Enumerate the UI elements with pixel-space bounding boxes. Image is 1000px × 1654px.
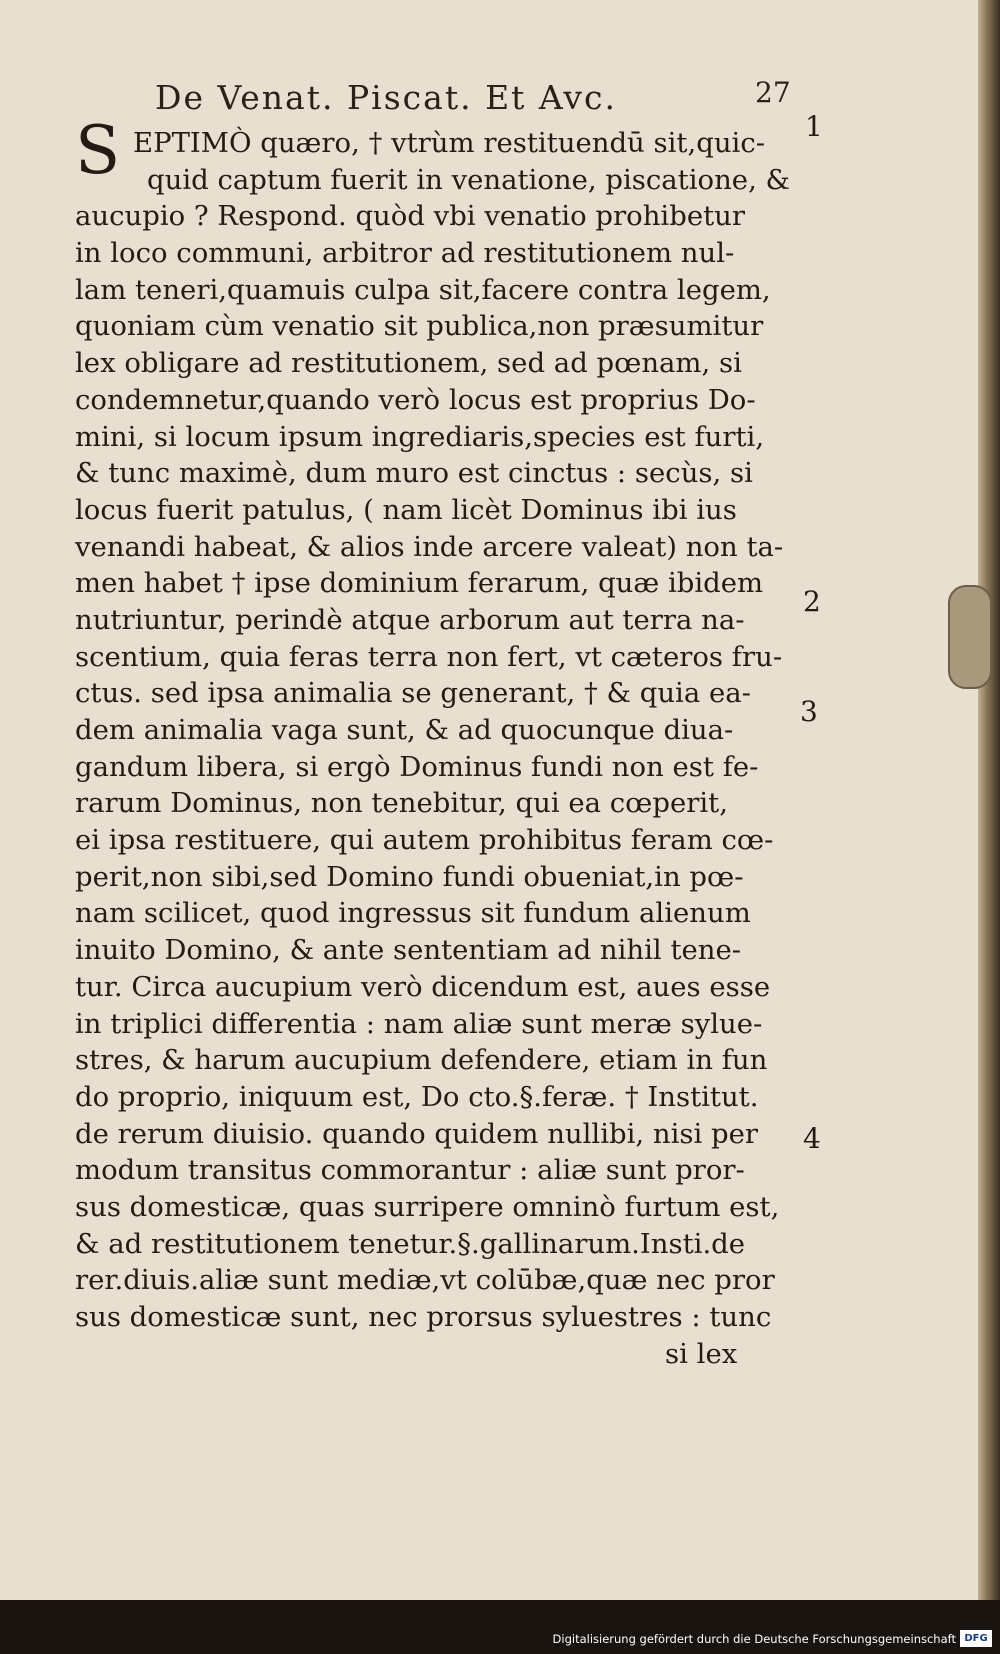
text-line: & tunc maximè, dum muro est cinctus : secùs, si: [75, 457, 753, 490]
book-clasp: [948, 585, 992, 689]
text-line: locus fuerit patulus, ( nam licèt Dominus ibi ius: [75, 493, 737, 526]
text-line: quoniam cùm venatio sit publica,non præsumitur: [75, 310, 764, 343]
text-line: sus domesticæ sunt, nec prorsus syluestres : tunc: [75, 1301, 772, 1333]
running-head: De Venat. Piscat. Et Avc.: [155, 78, 618, 117]
marginal-number: 3: [800, 695, 818, 728]
marginal-number: 1: [805, 110, 823, 143]
text-line: aucupio ? Respond. quòd vbi venatio prohibetur: [75, 200, 746, 233]
text-line: lex obligare ad restitutionem, sed ad pœnam, si: [75, 347, 742, 380]
drop-capital: S: [75, 112, 121, 189]
funding-credit: Digitalisierung gefördert durch die Deutsche Forschungsgemeinschaft: [552, 1632, 956, 1646]
dfg-logo: DFG: [960, 1630, 992, 1647]
text-line: perit,non sibi,sed Domino fundi obueniat,in pœ-: [75, 860, 744, 893]
text-line: dem animalia vaga sunt, & ad quocunque diua-: [75, 714, 734, 746]
text-line: do proprio, iniquum est, Do cto.§.feræ. † Institut.: [75, 1080, 759, 1113]
page-number: 27: [755, 76, 791, 109]
marginal-number: 4: [803, 1122, 821, 1155]
text-line: in triplici differentia : nam aliæ sunt meræ sylue-: [75, 1007, 763, 1040]
text-line: venandi habeat, & alios inde arcere valeat) non ta-: [75, 530, 784, 563]
catchword: si lex: [665, 1337, 738, 1370]
text-line: rer.diuis.aliæ sunt mediæ,vt colūbæ,quæ nec pror: [75, 1264, 775, 1297]
text-line: condemnetur,quando verò locus est proprius Do-: [75, 383, 756, 416]
text-line: tur. Circa aucupium verò dicendum est, aues esse: [75, 970, 771, 1003]
text-line: scentium, quia feras terra non fert, vt cæteros fru-: [75, 640, 783, 673]
text-line: in loco communi, arbitror ad restitutionem nul-: [75, 237, 735, 270]
text-line: ei ipsa restituere, qui autem prohibitus feram cœ-: [75, 824, 774, 857]
text-line: nutriuntur, perindè atque arborum aut terra na-: [75, 603, 745, 636]
marginal-number: 2: [803, 585, 821, 618]
text-line: gandum libera, si ergò Dominus fundi non est fe-: [75, 750, 759, 783]
text-line: rarum Dominus, non tenebitur, qui ea cœperit,: [75, 787, 728, 820]
text-line: ctus. sed ipsa animalia se generant, † & quia ea-: [75, 677, 751, 710]
text-line: modum transitus commorantur : aliæ sunt pror-: [75, 1154, 745, 1187]
text-line: & ad restitutionem tenetur.§.gallinarum.Insti.de: [75, 1227, 746, 1260]
text-line: nam scilicet, quod ingressus sit fundum alienum: [75, 897, 751, 930]
text-line: quid captum fuerit in venatione, piscatione, &: [147, 163, 791, 196]
text-line: sus domesticæ, quas surripere omninò furtum est,: [75, 1190, 780, 1223]
text-line: EPTIMÒ quæro, † vtrùm restituendū sit,quic-: [133, 127, 766, 159]
text-line: men habet † ipse dominium ferarum, quæ ibidem: [75, 567, 764, 600]
book-edge: [978, 0, 1000, 1600]
text-line: inuito Domino, & ante sententiam ad nihil tene-: [75, 934, 742, 967]
text-line: lam teneri,quamuis culpa sit,facere contra legem,: [75, 273, 771, 306]
text-line: de rerum diuisio. quando quidem nullibi, nisi per: [75, 1117, 759, 1150]
body-text: [75, 125, 791, 1372]
text-line: mini, si locum ipsum ingrediaris,species est furti,: [75, 420, 765, 453]
text-line: stres, & harum aucupium defendere, etiam in fun: [75, 1044, 768, 1077]
